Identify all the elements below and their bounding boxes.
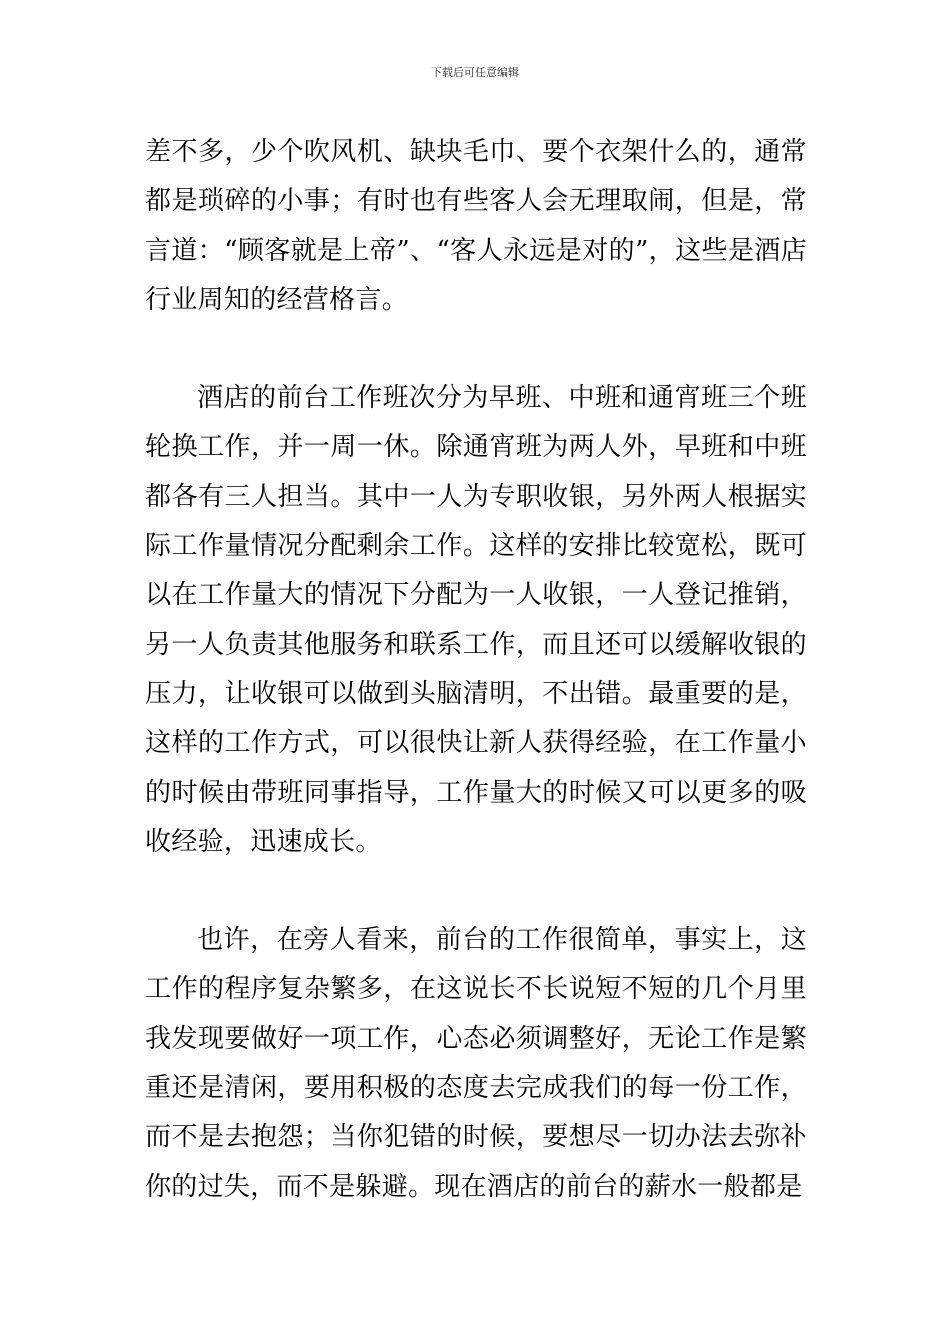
paragraph-work-attitude: 也许，在旁人看来，前台的工作很简单，事实上，这工作的程序复杂繁多，在这说长不长说短不短的几个月里我发现要做好一项工作，心态必须调整好，无论工作是繁重还是清闲，要用积极的态度去完成我们的每一份工作，而不是去抱怨；当你犯错的时候，要想尽一切办法去弥补你的过失，而不是躲避。现在酒店的前台的薪水一般都是 xyxy=(145,925,807,1202)
download-note: 下载后可任意编辑 xyxy=(431,66,519,79)
document-body xyxy=(145,128,807,1212)
paragraph-shift-schedule: 酒店的前台工作班次分为早班、中班和通宵班三个班轮换工作，并一周一休。除通宵班为两人外，早班和中班都各有三人担当。其中一人为专职收银，另外两人根据实际工作量情况分配剩余工作。这样的安排比较宽松，既可以在工作量大的情况下分配为一人收银，一人登记推销，另一人负责其他服务和联系工作，而且还可以缓解收银的压力，让收银可以做到头脑清明，不出错。最重要的是，这样的工作方式，可以很快让新人获得经验，在工作量小的时候由带班同事指导，工作量大的时候又可以更多的吸收经验，迅速成长。 xyxy=(145,383,807,857)
paragraph-continuation: 差不多，少个吹风机、缺块毛巾、要个衣架什么的，通常都是琐碎的小事；有时也有些客人会无理取闹，但是，常言道：“顾客就是上帝”、“客人永远是对的”，这些是酒店行业周知的经营格言。 xyxy=(145,137,807,315)
